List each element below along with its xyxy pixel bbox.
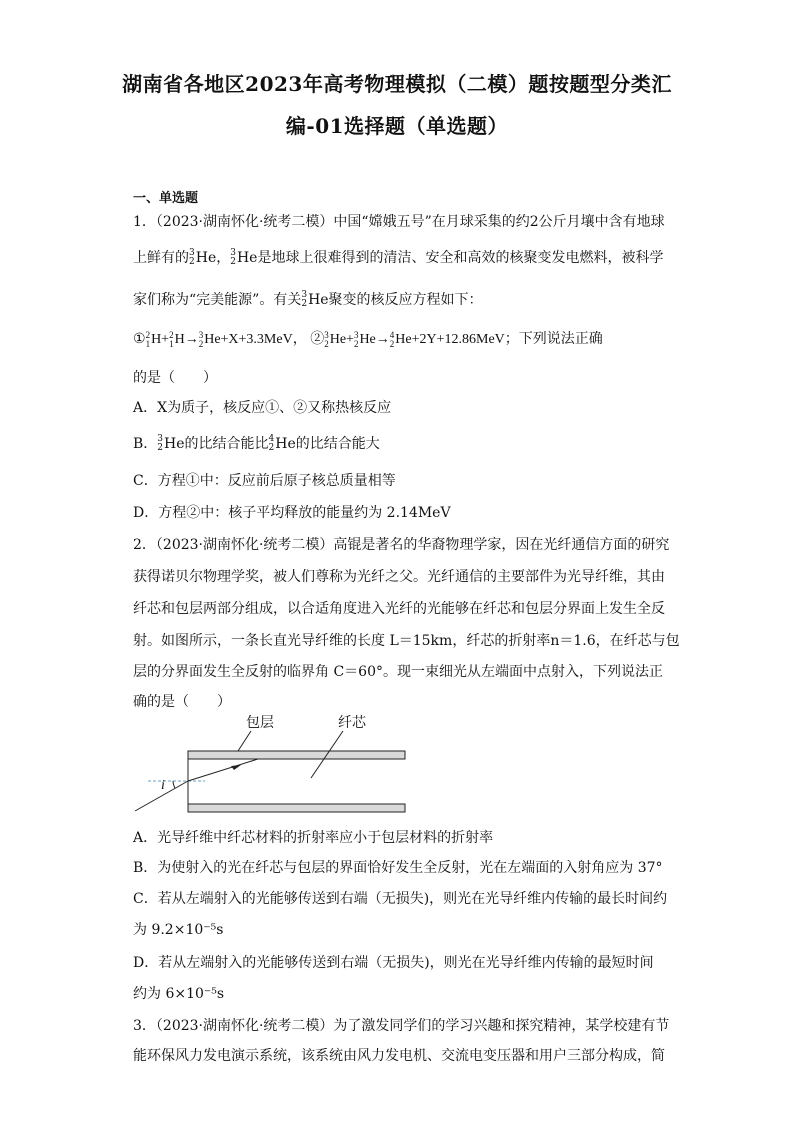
he3-nuclide-symbol: 3 2 xyxy=(198,329,204,349)
refracted-ray xyxy=(188,759,258,781)
h2-nuclide-symbol: 2 1 xyxy=(169,329,174,349)
q3-line1: 3．（2023·湖南怀化·统考二模）为了激发同学们的学习兴趣和探究精神，某学校建有节 xyxy=(133,1018,670,1034)
eq2-part: He+ xyxy=(329,332,354,347)
cladding-bottom xyxy=(188,804,405,812)
incident-angle-arc xyxy=(173,781,175,788)
q2-option-c-line1: C．若从左端射入的光能够传送到右端（无损失)，则光在光导纤维内传输的最长时间约 xyxy=(133,891,668,907)
he3-nuclide-symbol: 3 2 xyxy=(324,329,329,349)
eq2-part: He+2Y+12.86MeV；下列说法正确 xyxy=(395,332,603,347)
q3-line2: 能环保风力发电演示系统，该系统由风力发电机、交流电变压器和用户三部分构成，简 xyxy=(133,1048,665,1064)
he3-nuclide-symbol: 3 2 xyxy=(301,290,308,309)
q1-optb-text: He的比结合能大 xyxy=(275,436,380,452)
q1-line5: 的是（ ） xyxy=(133,370,217,386)
q1-text: He聚变的核反应方程如下： xyxy=(308,292,483,308)
q1-line2 xyxy=(133,248,663,268)
q1-text: 家们称为“完美能源”。有关 xyxy=(133,292,302,308)
eq1-part: H→ xyxy=(174,332,199,347)
h2-nuclide-symbol: 2 1 xyxy=(145,329,151,349)
q2-option-c-line2: 为 9.2×10⁻⁵s xyxy=(133,922,224,938)
he3-nuclide-symbol: 3 2 xyxy=(230,248,236,267)
q1-text: He是地球上很难得到的清洁、安全和高效的核聚变发电燃料，被科学 xyxy=(236,250,664,266)
core-label: 纤芯 xyxy=(338,715,366,731)
eq1-part: H+ xyxy=(151,332,170,347)
q1-optb-text: He的比结合能比 xyxy=(164,436,269,452)
q2-option-d-line1: D．若从左端射入的光能够传送到右端（无损失)，则光在光导纤维内传输的最短时间 xyxy=(133,955,654,971)
eq1-marker: ① xyxy=(133,332,146,347)
q2-line6: 确的是（ ） xyxy=(133,694,231,710)
eq1-part: He+X+3.3MeV， xyxy=(204,332,307,347)
q1-optb-text: B． xyxy=(133,436,158,452)
q2-line1: 2．（2023·湖南怀化·统考二模）高锟是著名的华裔物理学家，因在光纤通信方面的研究 xyxy=(133,537,670,553)
cladding-top xyxy=(188,751,405,759)
q1-equations xyxy=(133,330,663,350)
cladding-label: 包层 xyxy=(246,715,274,731)
q2-line3: 纤芯和包层两部分组成，以合适角度进入光纤的光能够在纤芯和包层分界面上发生全反 xyxy=(133,601,665,617)
he3-nuclide-symbol: 3 2 xyxy=(157,434,164,453)
he4-nuclide-symbol: 4 2 xyxy=(268,434,275,453)
optical-fiber-diagram xyxy=(133,715,423,825)
optical-fiber-figure xyxy=(133,715,423,825)
q2-option-b: B．为使射入的光在纤芯与包层的界面恰好发生全反射，光在左端面的入射角应为 37° xyxy=(133,860,663,876)
q1-text: He， xyxy=(195,250,231,266)
q1-line1: 1．（2023·湖南怀化·统考二模）中国“嫦娥五号”在月球采集的约2公斤月壤中含有地球 xyxy=(133,214,665,230)
he3-nuclide-symbol: 3 2 xyxy=(189,248,195,267)
q2-line4: 射。如图所示，一条长直光导纤维的长度 L＝15km，纤芯的折射率n＝1.6，在纤芯与包 xyxy=(133,633,680,649)
document-title-line1: 湖南省各地区2023年高考物理模拟（二模）题按题型分类汇 xyxy=(122,72,672,96)
section-heading: 一、单选题 xyxy=(133,191,199,206)
q1-option-c: C．方程①中：反应前后原子核总质量相等 xyxy=(133,473,396,489)
eq2-part: He→ xyxy=(359,332,390,347)
incident-angle-label: i xyxy=(161,778,165,793)
q2-option-a: A．光导纤维中纤芯材料的折射率应小于包层材料的折射率 xyxy=(133,830,494,846)
cladding-leader-line xyxy=(238,731,251,751)
q1-option-b xyxy=(133,434,663,454)
q1-option-a: A．X为质子，核反应①、②又称热核反应 xyxy=(133,400,392,416)
eq2-marker: ② xyxy=(310,332,325,347)
q1-line3 xyxy=(133,290,663,310)
q1-text: 上鲜有的 xyxy=(133,250,189,266)
document-title-line2: 编-01选择题（单选题） xyxy=(285,114,509,138)
q1-option-d: D．方程②中：核子平均释放的能量约为 2.14MeV xyxy=(133,505,451,521)
q2-line5: 层的分界面发生全反射的临界角 C＝60°。现一束细光从左端面中点射入，下列说法正 xyxy=(133,664,663,680)
q2-line2: 获得诺贝尔物理学奖，被人们尊称为光纤之父。光纤通信的主要部件为光导纤维，其由 xyxy=(133,569,665,585)
he3-nuclide-symbol: 3 2 xyxy=(353,329,359,349)
he4-nuclide-symbol: 4 2 xyxy=(389,329,395,349)
q2-option-d-line2: 约为 6×10⁻⁵s xyxy=(133,986,225,1002)
arrow-head-icon xyxy=(231,765,241,770)
